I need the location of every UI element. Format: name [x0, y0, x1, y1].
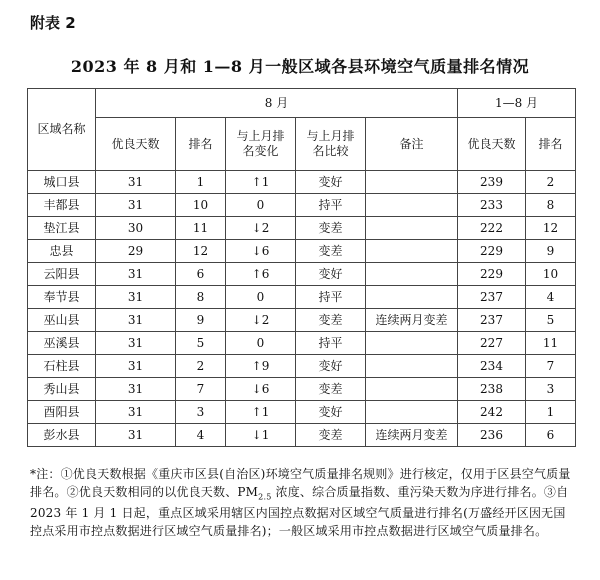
cell-remark: [366, 263, 458, 286]
cell-region: 丰都县: [28, 194, 96, 217]
cell-rank: 3: [176, 401, 226, 424]
cell-region: 垫江县: [28, 217, 96, 240]
cell-rank-change: ↑1: [226, 401, 296, 424]
header-region: 区域名称: [28, 89, 96, 171]
table-row: [28, 424, 576, 447]
cell-ytd-good-days: 236: [458, 424, 526, 447]
cell-rank-compare: 变差: [296, 240, 366, 263]
cell-ytd-good-days: 238: [458, 378, 526, 401]
cell-rank: 6: [176, 263, 226, 286]
cell-good-days: 30: [96, 217, 176, 240]
cell-good-days: 31: [96, 171, 176, 194]
cell-remark: [366, 355, 458, 378]
table-row: [28, 286, 576, 309]
cell-region: 彭水县: [28, 424, 96, 447]
cell-remark: [366, 217, 458, 240]
cell-ytd-rank: 3: [526, 378, 576, 401]
cell-rank-compare: 变差: [296, 309, 366, 332]
footnote-subscript: 2.5: [258, 491, 272, 501]
cell-ytd-good-days: 229: [458, 263, 526, 286]
table-row: [28, 263, 576, 286]
cell-ytd-rank: 4: [526, 286, 576, 309]
cell-rank: 9: [176, 309, 226, 332]
cell-region: 秀山县: [28, 378, 96, 401]
cell-rank-compare: 持平: [296, 332, 366, 355]
cell-good-days: 31: [96, 424, 176, 447]
cell-rank: 10: [176, 194, 226, 217]
cell-rank: 5: [176, 332, 226, 355]
cell-remark: 连续两月变差: [366, 424, 458, 447]
cell-rank: 1: [176, 171, 226, 194]
cell-rank: 11: [176, 217, 226, 240]
cell-rank-compare: 变好: [296, 401, 366, 424]
cell-good-days: 31: [96, 309, 176, 332]
cell-remark: [366, 171, 458, 194]
table-row: [28, 332, 576, 355]
cell-remark: 连续两月变差: [366, 309, 458, 332]
cell-rank: 12: [176, 240, 226, 263]
cell-rank-change: ↓2: [226, 309, 296, 332]
cell-ytd-rank: 5: [526, 309, 576, 332]
cell-rank-change: ↓2: [226, 217, 296, 240]
cell-rank-compare: 变差: [296, 424, 366, 447]
cell-ytd-rank: 8: [526, 194, 576, 217]
cell-region: 酉阳县: [28, 401, 96, 424]
cell-ytd-good-days: 237: [458, 286, 526, 309]
cell-remark: [366, 240, 458, 263]
table-title: 2023 年 8 月和 1—8 月一般区域各县环境空气质量排名情况: [70, 57, 530, 76]
table-row: [28, 401, 576, 424]
cell-rank-compare: 变好: [296, 171, 366, 194]
table-row: [28, 355, 576, 378]
cell-ytd-rank: 10: [526, 263, 576, 286]
cell-remark: [366, 401, 458, 424]
cell-rank-compare: 变差: [296, 217, 366, 240]
cell-rank-compare: 变好: [296, 263, 366, 286]
cell-rank-change: ↑6: [226, 263, 296, 286]
header-rank: 排名: [176, 118, 226, 171]
cell-rank-change: 0: [226, 332, 296, 355]
cell-ytd-rank: 12: [526, 217, 576, 240]
cell-ytd-good-days: 233: [458, 194, 526, 217]
appendix-label: 附表 2: [30, 14, 76, 32]
header-ytd-rank: 排名: [526, 118, 576, 171]
cell-rank-compare: 变好: [296, 355, 366, 378]
cell-region: 巫山县: [28, 309, 96, 332]
cell-ytd-rank: 9: [526, 240, 576, 263]
table-row: [28, 217, 576, 240]
cell-rank-compare: 持平: [296, 194, 366, 217]
cell-good-days: 31: [96, 332, 176, 355]
cell-good-days: 31: [96, 355, 176, 378]
cell-rank-change: ↓1: [226, 424, 296, 447]
cell-region: 奉节县: [28, 286, 96, 309]
cell-ytd-good-days: 237: [458, 309, 526, 332]
cell-region: 忠县: [28, 240, 96, 263]
footnote-part1: *注：①优良天数根据《重庆市区县(自治区)环境空气质量排名规则》进行核定，仅用于区县空气质量排名。②优良天数相同的以优良天数、PM: [30, 467, 571, 499]
cell-ytd-good-days: 229: [458, 240, 526, 263]
cell-good-days: 29: [96, 240, 176, 263]
header-ytd-good-days: 优良天数: [458, 118, 526, 171]
cell-rank: 2: [176, 355, 226, 378]
cell-good-days: 31: [96, 286, 176, 309]
header-rank-change: 与上月排名变化: [226, 118, 296, 171]
cell-ytd-good-days: 227: [458, 332, 526, 355]
cell-ytd-rank: 2: [526, 171, 576, 194]
cell-good-days: 31: [96, 263, 176, 286]
cell-rank-compare: 变差: [296, 378, 366, 401]
cell-rank-change: ↓6: [226, 240, 296, 263]
table-row: [28, 309, 576, 332]
table-row: [28, 194, 576, 217]
table-row: [28, 171, 576, 194]
cell-rank-compare: 持平: [296, 286, 366, 309]
header-good-days: 优良天数: [96, 118, 176, 171]
cell-rank: 7: [176, 378, 226, 401]
table-body: [28, 171, 576, 447]
cell-region: 云阳县: [28, 263, 96, 286]
cell-remark: [366, 286, 458, 309]
header-jan-aug: 1—8 月: [458, 89, 576, 118]
cell-rank-change: ↑1: [226, 171, 296, 194]
cell-region: 巫溪县: [28, 332, 96, 355]
header-aug: 8 月: [96, 89, 458, 118]
cell-ytd-good-days: 234: [458, 355, 526, 378]
table-row: [28, 240, 576, 263]
cell-remark: [366, 194, 458, 217]
cell-rank-change: ↑9: [226, 355, 296, 378]
cell-ytd-good-days: 242: [458, 401, 526, 424]
header-rank-compare: 与上月排名比较: [296, 118, 366, 171]
footnote: [30, 466, 575, 540]
header-remark: 备注: [366, 118, 458, 171]
cell-ytd-good-days: 222: [458, 217, 526, 240]
cell-good-days: 31: [96, 401, 176, 424]
cell-good-days: 31: [96, 194, 176, 217]
footnote-part2: 浓度、综合质量指数、重污染天数为序进行排名。③自 2023 年 1 月 1 日起，重点区域采用辖区内国控点数据对区域空气质量进行排名(万盛经开区因无国控点采用市控点数据进行区域空气质量排名)；一般区域采用市控点数据进行区域空气质量排名。: [30, 484, 569, 538]
cell-rank-change: 0: [226, 286, 296, 309]
cell-region: 石柱县: [28, 355, 96, 378]
cell-rank: 4: [176, 424, 226, 447]
ranking-table: [27, 88, 576, 447]
cell-ytd-rank: 7: [526, 355, 576, 378]
cell-rank-change: 0: [226, 194, 296, 217]
cell-ytd-rank: 1: [526, 401, 576, 424]
cell-rank-change: ↓6: [226, 378, 296, 401]
cell-ytd-good-days: 239: [458, 171, 526, 194]
table-row: [28, 378, 576, 401]
cell-ytd-rank: 11: [526, 332, 576, 355]
cell-rank: 8: [176, 286, 226, 309]
cell-ytd-rank: 6: [526, 424, 576, 447]
cell-good-days: 31: [96, 378, 176, 401]
cell-region: 城口县: [28, 171, 96, 194]
cell-remark: [366, 332, 458, 355]
cell-remark: [366, 378, 458, 401]
